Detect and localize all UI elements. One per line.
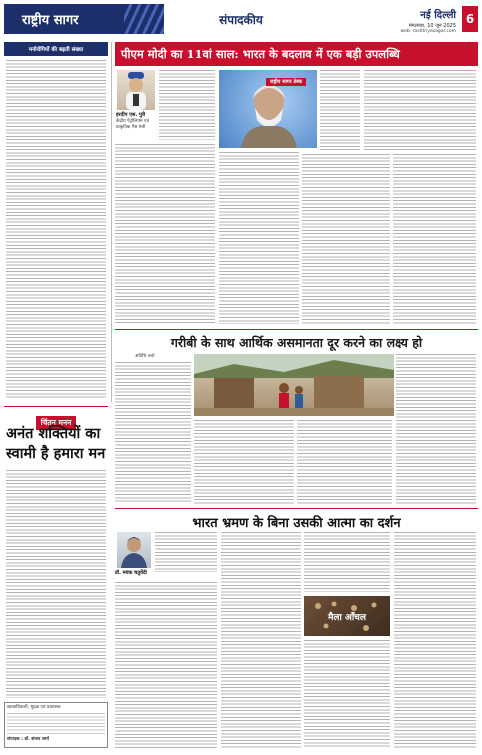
chintan-label: चिंतन मनन: [36, 416, 77, 430]
separator: [4, 406, 108, 407]
second-text-col2: [194, 420, 294, 504]
lead-intro-text: [159, 70, 215, 140]
lead-text-col1: [115, 144, 215, 324]
third-text-col2: [221, 532, 301, 748]
book-title: मैला आँचल: [328, 613, 366, 623]
page-number: 6: [462, 6, 478, 32]
left-column-text: [6, 60, 106, 400]
second-text-col1: [115, 362, 191, 502]
author-photo: [117, 70, 155, 110]
third-headline: भारत भ्रमण के बिना उसकी आत्मा का दर्शन: [192, 516, 401, 531]
third-text-col3: [304, 532, 390, 592]
section-title: संपादकीय: [219, 13, 263, 27]
column-divider: [111, 42, 112, 402]
lead-author-name: हरदीप एस. पुरी: [116, 112, 146, 118]
lead-headline-bar: [115, 42, 478, 66]
second-text-col3: [297, 420, 392, 504]
second-headline: गरीबी के साथ आर्थिक असमानता दूर करने का लक्ष्य हो: [170, 335, 423, 350]
separator: [115, 508, 478, 509]
second-text-col4: [396, 354, 476, 504]
third-author-photo: [117, 532, 151, 568]
lead-text-col4b: [393, 154, 476, 324]
lead-photo-tag: राष्ट्रीय सागर डेस्क: [266, 78, 306, 86]
dateline-city: नई दिल्ली: [420, 10, 456, 21]
dateline: [400, 7, 456, 34]
left-column-header: मनोरोगियों की बढ़ती संख्या: [4, 42, 108, 56]
imprint-box: [4, 702, 108, 748]
dateline-date: मंगलवार, 10 जून 2025: [408, 23, 456, 29]
lead-text-col2: [219, 152, 299, 324]
imprint-filler: [7, 713, 105, 735]
lead-text-col3b: [302, 154, 390, 324]
third-text-col3b: [304, 640, 390, 748]
third-author-name: डॉ. मयंक चतुर्वेदी: [115, 570, 147, 576]
lead-author-byline: [116, 112, 160, 131]
chintan-text: [6, 470, 106, 698]
guest-column-label: अतिथि चर्चा: [135, 354, 155, 359]
lead-author-role: केंद्रीय पेट्रोलियम एवं प्राकृतिक गैस मंत्री: [116, 118, 149, 130]
editor-name: संपादक : डॉ. संजय शर्मा: [7, 736, 49, 742]
third-intro-text: [155, 532, 217, 572]
chintan-headline: अनंत शक्तियों का स्वामी है हमारा मन: [6, 425, 106, 462]
separator: [115, 329, 478, 330]
lead-text-col3: [320, 70, 360, 150]
lead-headline: पीएम मोदी का 11वां साल: भारत के बदलाव में एक बड़ी उपलब्धि: [121, 46, 400, 61]
third-text-col1: [115, 582, 217, 748]
masthead-title: राष्ट्रीय सागर: [22, 13, 79, 28]
book-cover-photo: [304, 596, 390, 636]
page-header: [4, 4, 478, 34]
dateline-web: web: rashtriyasagar.com: [400, 29, 456, 34]
lead-text-col4: [364, 70, 476, 150]
newspaper-page: [4, 4, 478, 751]
second-photo: [194, 354, 394, 416]
imprint-text: स्वत्वाधिकारी, मुद्रक एवं प्रकाशक: [7, 705, 61, 710]
third-text-col4: [394, 532, 476, 748]
